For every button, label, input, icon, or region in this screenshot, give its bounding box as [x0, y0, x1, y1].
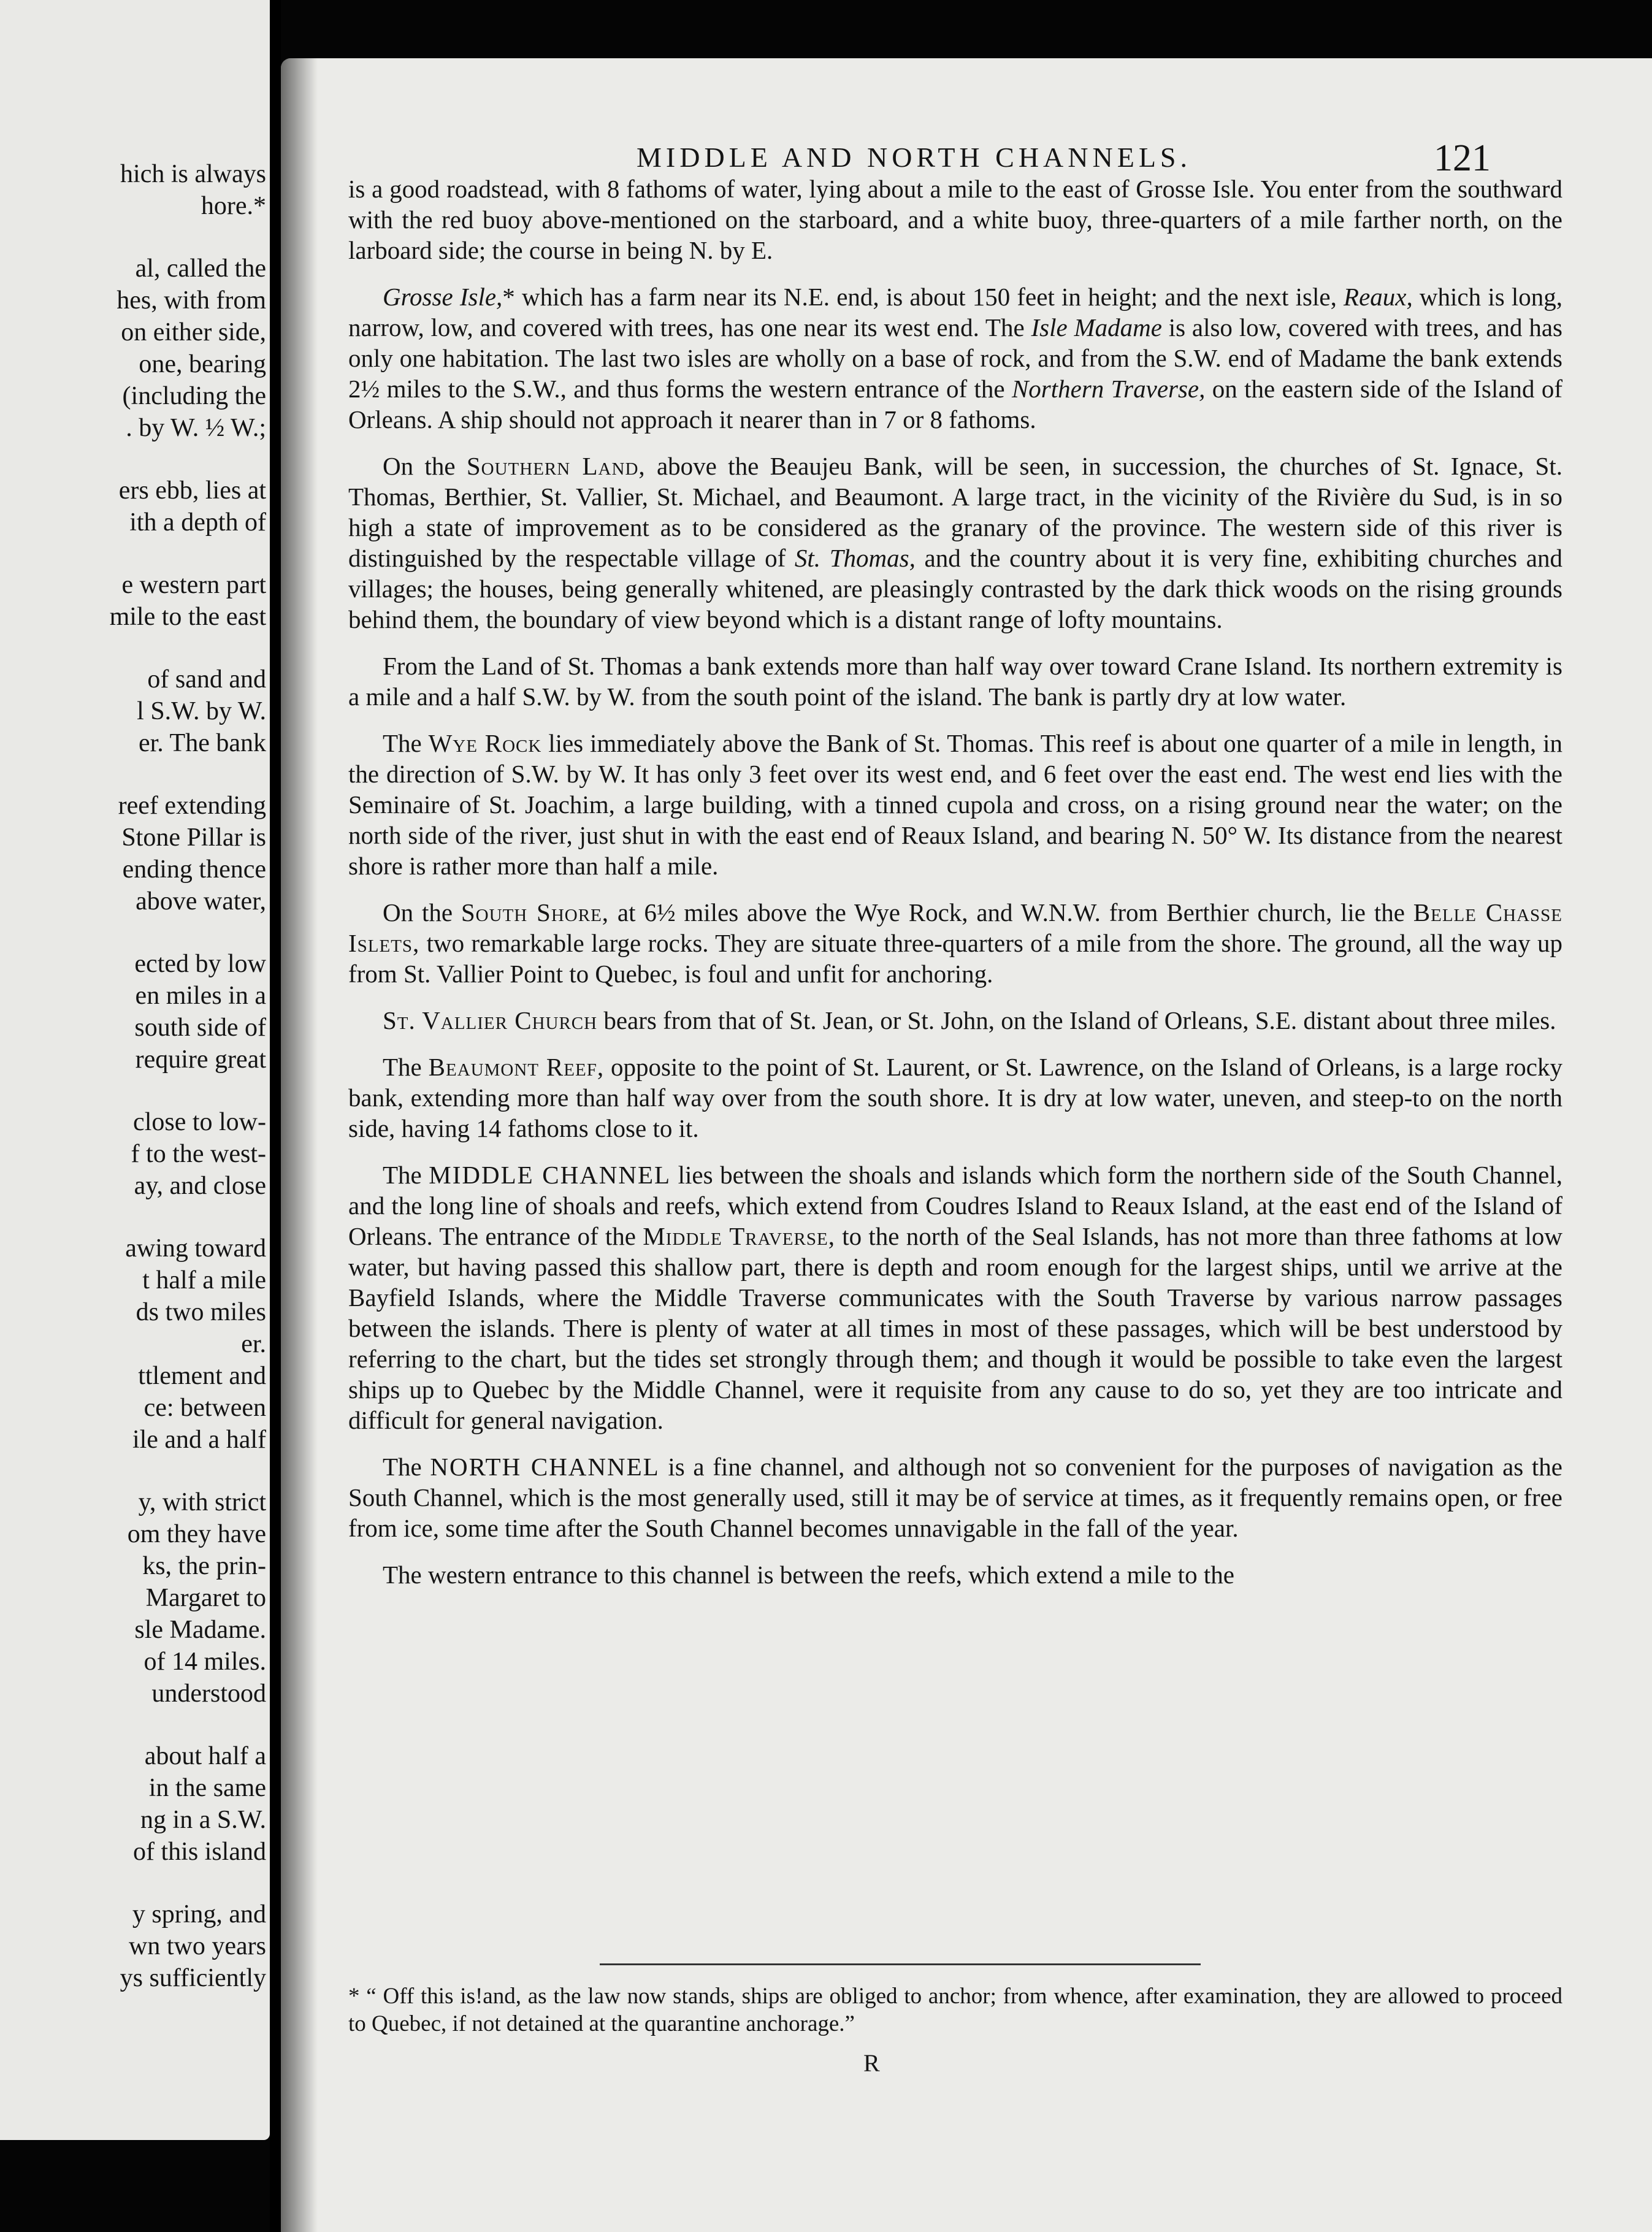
left-page-line: hes, with from	[117, 286, 266, 315]
left-page-line: e western part	[121, 571, 266, 599]
left-page-line: reef extending	[118, 792, 266, 820]
paragraph: Grosse Isle,* which has a farm near its N.E. end, is about 150 feet in height; and the next isle, Reaux, which is long, narrow, low, and covered with trees, has one near its west end. The Isle Madame is also low, covered with trees, and has only one habitation. The last two isles are wholly on a base of rock, and from the S.W. end of Madame the bank extends 2½ miles to the S.W., and thus forms the western entrance of the Northern Traverse, on the eastern side of the Island of Orleans. A ship should not approach it nearer than in 7 or 8 fathoms.	[348, 283, 1563, 434]
footnote-rule	[600, 1963, 1201, 1965]
left-page-line: er. The bank	[139, 729, 266, 757]
left-page-line: of sand and	[147, 665, 266, 694]
left-page-line: ng in a S.W.	[140, 1806, 266, 1834]
left-page-line: in the same	[148, 1774, 266, 1802]
left-page-line: f to the west-	[131, 1140, 266, 1168]
left-page-line: ending thence	[122, 855, 266, 884]
running-head: MIDDLE AND NORTH CHANNELS.	[637, 142, 1191, 173]
left-page-line: ce: between	[143, 1394, 266, 1422]
left-page-line	[0, 1456, 266, 1486]
left-page-line	[0, 917, 266, 948]
left-page-line: ys sufficiently	[120, 1964, 266, 1992]
left-page-line	[0, 1202, 266, 1233]
left-page-line: t half a mile	[142, 1266, 266, 1294]
gutter-shadow	[281, 58, 318, 2232]
left-page-line	[0, 1710, 266, 1740]
left-page-line	[0, 444, 266, 475]
left-page-line: ttlement and	[138, 1362, 266, 1390]
paragraph: From the Land of St. Thomas a bank extends more than half way over toward Crane Island. Its northern extremity is a mile and a half S.W. by W. from the south point of the island. The bank is partly dry at low water.	[348, 652, 1562, 711]
left-page-line: l S.W. by W.	[137, 697, 266, 725]
left-page-line: require great	[135, 1045, 266, 1074]
left-page-line: ks, the prin-	[142, 1552, 266, 1580]
left-page-line: of this island	[133, 1838, 266, 1866]
left-page-line: sle Madame.	[134, 1616, 266, 1644]
left-page-line: al, called the	[135, 254, 266, 283]
left-page-line: (including the	[122, 382, 266, 410]
left-page-line	[0, 538, 266, 569]
left-page-fragment	[0, 0, 270, 2140]
paragraph: The western entrance to this channel is between the reefs, which extend a mile to the	[383, 1561, 1234, 1589]
left-page-line: one, bearing	[139, 350, 266, 378]
left-page-line: wn two years	[129, 1932, 266, 1960]
left-page-line: ds two miles	[136, 1298, 266, 1326]
left-page-line: ith a depth of	[129, 508, 266, 537]
paragraph: St. Vallier Church bears from that of St. Jean, or St. John, on the Island of Orleans, S.E. distant about three miles.	[383, 1006, 1556, 1034]
left-page-line: of 14 miles.	[143, 1648, 266, 1676]
left-page-line: ected by low	[134, 950, 266, 978]
book-gutter	[270, 0, 281, 2232]
left-page-line	[0, 633, 266, 663]
left-page-line: Stone Pillar is	[121, 824, 266, 852]
paragraph: On the South Shore, at 6½ miles above the Wye Rock, and W.N.W. from Berthier church, lie the Belle Chasse Islets, two remarkable large rocks. They are situate three-quarters of a mile from the shore. The ground, all the way up from St. Vallier Point to Quebec, is foul and unfit for anchoring.	[348, 898, 1563, 988]
left-page-text	[0, 158, 266, 1994]
paragraph: The MIDDLE CHANNEL lies between the shoals and islands which form the northern side of the South Channel, and the long line of shoals and reefs, which extend from Coudres Island to Reaux Island, at the east end of the Island of Orleans. The entrance of the Middle Traverse, to the north of the Seal Islands, has not more than three fathoms at low water, but having passed this shallow part, there is depth and room enough for the largest ships, until we arrive at the Bayfield Islands, where the Middle Traverse communicates with the South Traverse by various narrow passages between the islands. There is plenty of water at all times in most of these passages, which will be best understood by referring to the chart, but the tides set strongly through them; and though it would be possible to take even the largest ships up to Quebec by the Middle Channel, were it requisite from any cause to do so, yet they are too intricate and difficult for general navigation.	[348, 1161, 1563, 1434]
right-page	[281, 58, 1652, 2232]
left-page-line: about half a	[144, 1742, 266, 1770]
signature-mark: R	[863, 2049, 880, 2077]
left-page-line: Margaret to	[145, 1584, 266, 1612]
paragraph: On the Southern Land, above the Beaujeu Bank, will be seen, in succession, the churches of St. Ignace, St. Thomas, Berthier, St. Vallier, St. Michael, and Beaumont. A large tract, in the vicinity of the Rivière du Sud, is in so high a state of improvement as to be considered as the granary of the province. The western side of this river is distinguished by the respectable village of St. Thomas, and the country about it is very fine, exhibiting churches and villages; the houses, being generally whitened, are pleasingly contrasted by the dark thick woods on the rising grounds behind them, the boundary of view beyond which is a distant range of lofty mountains.	[348, 452, 1562, 633]
left-page-line: mile to the east	[109, 603, 266, 631]
paragraph: is a good roadstead, with 8 fathoms of water, lying about a mile to the east of Grosse Isle. You enter from the southward with the red buoy above-mentioned on the starboard, and a white buoy, three-quarters of a mile farther north, on the larboard side; the course in being N. by E.	[348, 175, 1562, 264]
left-page-line: om they have	[127, 1520, 266, 1548]
left-page-line: awing toward	[125, 1234, 266, 1263]
left-page-line: hich is always	[120, 160, 266, 188]
left-page-line: er.	[241, 1330, 266, 1358]
left-page-line: ay, and close	[134, 1172, 266, 1200]
left-page-line: south side of	[134, 1014, 266, 1042]
left-page-line: y spring, and	[132, 1900, 266, 1928]
footnote: * “ Off this is!and, as the law now stands, ships are obliged to anchor; from whence, after examination, they are allowed to proceed to Quebec, if not detained at the quarantine anchorage.”	[348, 1984, 1562, 2036]
left-page-line	[0, 759, 266, 790]
left-page-line	[0, 222, 266, 253]
left-page-line: on either side,	[121, 318, 266, 346]
left-page-line: understood	[151, 1680, 266, 1708]
left-page-line: ers ebb, lies at	[118, 476, 266, 505]
left-page-line: ile and a half	[132, 1426, 266, 1454]
left-page-line	[0, 1076, 266, 1106]
paragraph: The NORTH CHANNEL is a fine channel, and although not so convenient for the purposes of navigation as the South Channel, which is the most generally used, still it may be of service at times, as it frequently remains open, or free from ice, some time after the South Channel becomes unnavigable in the fall of the year.	[348, 1453, 1562, 1542]
left-page-line: close to low-	[133, 1108, 266, 1136]
left-page-line: hore.*	[201, 192, 266, 220]
left-page-line: . by W. ½ W.;	[126, 414, 266, 442]
left-page-line: en miles in a	[135, 982, 266, 1010]
page-number: 121	[1434, 137, 1491, 179]
left-page-line	[0, 1868, 266, 1898]
left-page-line: above water,	[136, 887, 266, 915]
left-page-line: y, with strict	[138, 1488, 266, 1516]
body-text	[348, 174, 1562, 1606]
paragraph: The Wye Rock lies immediately above the Bank of St. Thomas. This reef is about one quarter of a mile in length, in the direction of S.W. by W. It has only 3 feet over its west end, and 6 feet over the east end. The west end lies with the Seminaire of St. Joachim, a large building, with a tinned cupola and cross, on a rising ground near the water; on the north side of the river, just shut in with the east end of Reaux Island, and bearing N. 50° W. Its distance from the nearest shore is rather more than half a mile.	[348, 729, 1562, 880]
paragraph: The Beaumont Reef, opposite to the point of St. Laurent, or St. Lawrence, on the Island of Orleans, is a large rocky bank, extending more than half way over from the south shore. It is dry at low water, uneven, and steep-to on the north side, having 14 fathoms close to it.	[348, 1053, 1562, 1142]
